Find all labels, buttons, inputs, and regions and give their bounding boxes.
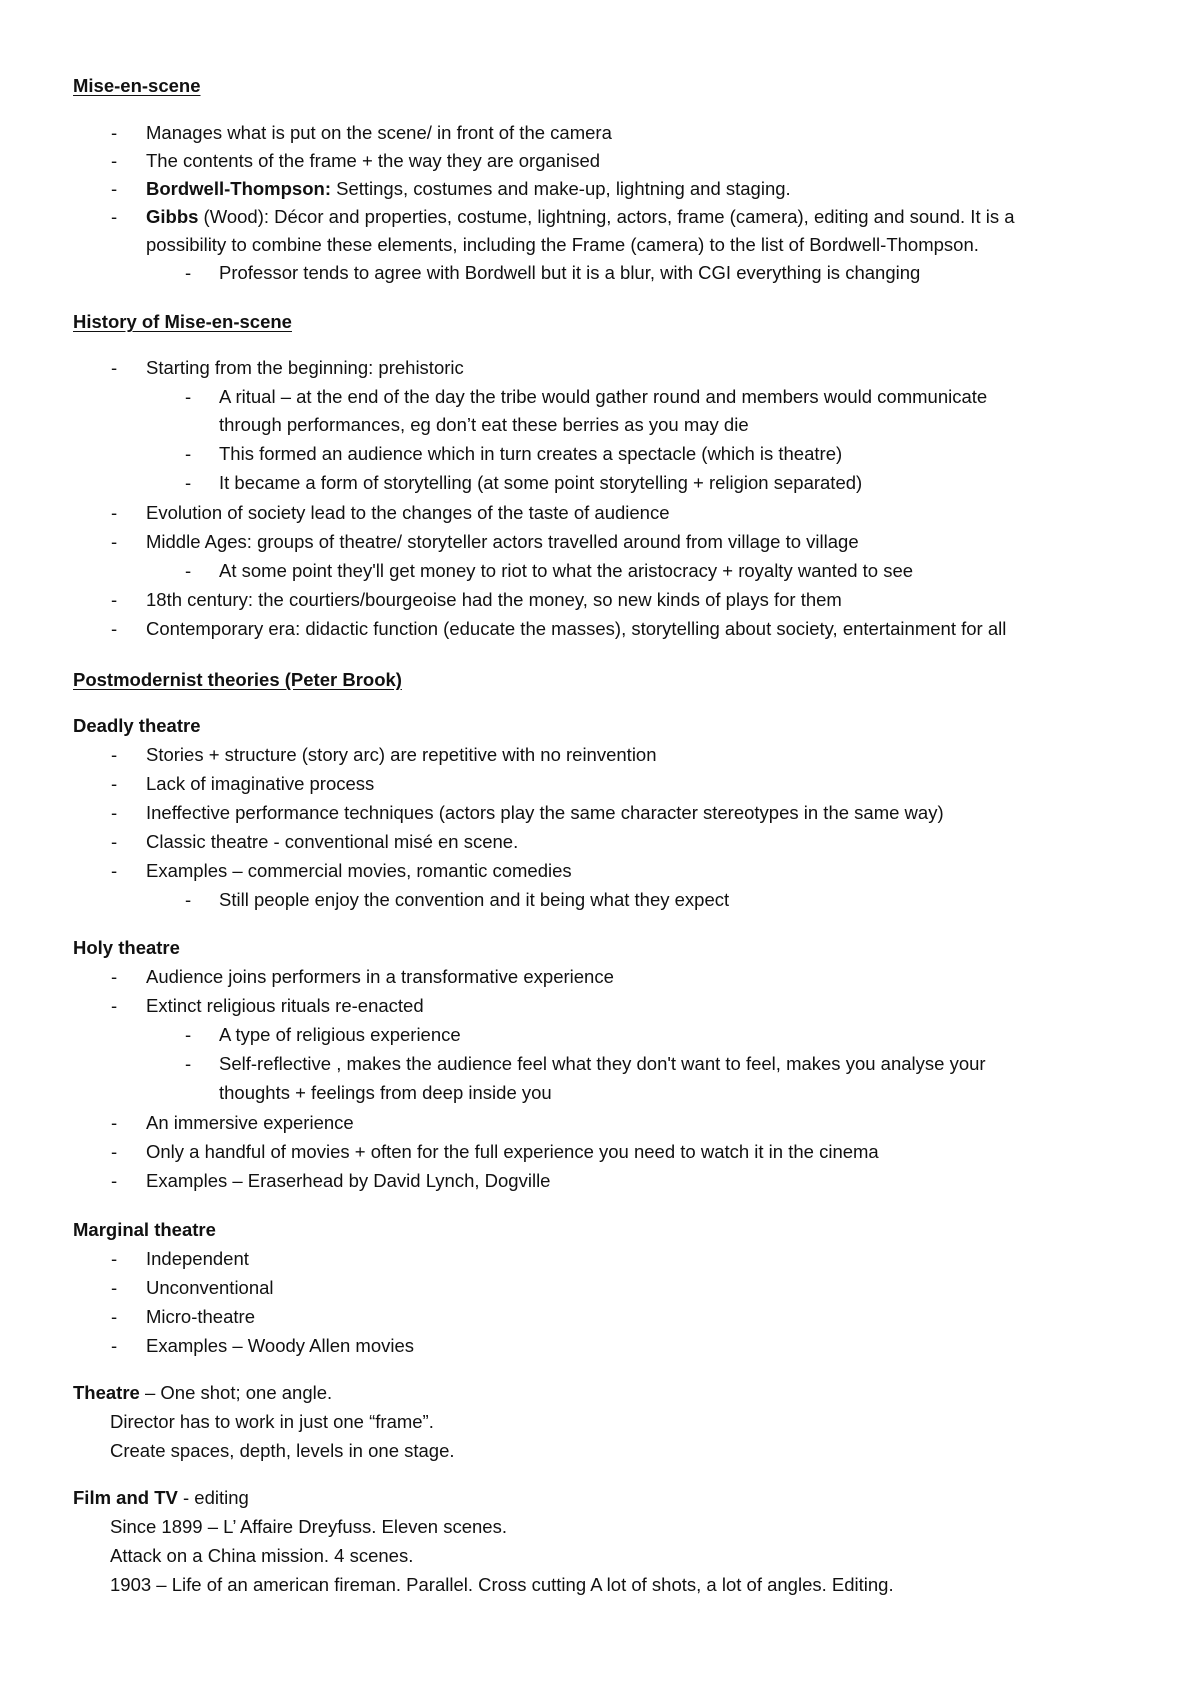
heading-history: History of Mise-en-scene: [73, 311, 292, 332]
bullet-dash: -: [111, 1306, 118, 1327]
list-item-text: A ritual – at the end of the day the tribe would gather round and members would communicate: [219, 386, 988, 407]
list-item-text: Manages what is put on the scene/ in front of the camera: [146, 122, 612, 143]
heading-theatre: Theatre: [73, 1382, 140, 1403]
bullet-dash: -: [111, 802, 118, 823]
bullet-dash: -: [185, 560, 192, 581]
bullet-dash: -: [111, 1112, 118, 1133]
bullet-dash: -: [111, 589, 118, 610]
bullet-dash: -: [111, 1277, 118, 1298]
list-item-text: possibility to combine these elements, including the Frame (camera) to the list of Bordwell-Thompson.: [146, 234, 979, 255]
heading-marginal-theatre: Marginal theatre: [73, 1219, 216, 1240]
bullet-dash: -: [111, 531, 118, 552]
theatre-subtitle: – One shot; one angle.: [139, 1382, 333, 1403]
bullet-dash: -: [111, 150, 118, 171]
bullet-dash: -: [185, 386, 192, 407]
list-item-text: Middle Ages: groups of theatre/ storyteller actors travelled around from village to village: [146, 531, 859, 552]
heading-film-and-tv: Film and TV: [73, 1487, 178, 1508]
list-item-text: thoughts + feelings from deep inside you: [219, 1082, 552, 1103]
list-item-text: Evolution of society lead to the changes of the taste of audience: [146, 502, 670, 523]
bullet-dash: -: [185, 472, 192, 493]
list-item-text: A type of religious experience: [219, 1024, 461, 1045]
list-item-text: Starting from the beginning: prehistoric: [146, 357, 464, 378]
list-item-text: Micro-theatre: [146, 1306, 255, 1327]
list-item-text: Ineffective performance techniques (actors play the same character stereotypes in the same way): [146, 802, 944, 823]
heading-postmodernist: Postmodernist theories (Peter Brook): [73, 669, 402, 690]
list-item-text: At some point they'll get money to riot to what the aristocracy + royalty wanted to see: [219, 560, 914, 581]
heading-mise-en-scene: Mise-en-scene: [73, 75, 201, 96]
term-description: Settings, costumes and make-up, lightning and staging.: [330, 178, 791, 199]
bullet-dash: -: [111, 618, 118, 639]
bullet-dash: -: [111, 357, 118, 378]
bullet-dash: -: [111, 1248, 118, 1269]
heading-deadly-theatre: Deadly theatre: [73, 715, 201, 736]
list-item-text: Self-reflective , makes the audience feel what they don't want to feel, makes you analyse your: [219, 1053, 986, 1074]
paragraph-line: Attack on a China mission. 4 scenes.: [110, 1545, 414, 1566]
heading-holy-theatre: Holy theatre: [73, 937, 180, 958]
bullet-dash: -: [111, 502, 118, 523]
list-item-text: Stories + structure (story arc) are repetitive with no reinvention: [146, 744, 657, 765]
list-item-text: Audience joins performers in a transformative experience: [146, 966, 614, 987]
list-item-text: [146, 205, 1015, 229]
list-item-text: Only a handful of movies + often for the full experience you need to watch it in the cinema: [146, 1141, 879, 1162]
bold-term: Gibbs: [146, 206, 199, 227]
list-item-text: Professor tends to agree with Bordwell but it is a blur, with CGI everything is changing: [219, 262, 921, 283]
list-item-text: The contents of the frame + the way they are organised: [146, 150, 601, 171]
list-item-text: Examples – commercial movies, romantic comedies: [146, 860, 572, 881]
list-item-text: Contemporary era: didactic function (educate the masses), storytelling about society, entertainment for all: [146, 618, 1007, 639]
bullet-dash: -: [111, 1170, 118, 1191]
bullet-dash: -: [111, 995, 118, 1016]
bullet-dash: -: [111, 831, 118, 852]
paragraph-line: Create spaces, depth, levels in one stage.: [110, 1440, 455, 1461]
list-item-text: This formed an audience which in turn creates a spectacle (which is theatre): [219, 443, 843, 464]
film-heading-line: [73, 1486, 1200, 1510]
bold-term: Bordwell-Thompson:: [146, 178, 331, 199]
bullet-dash: -: [111, 206, 118, 227]
bullet-dash: -: [185, 1053, 192, 1074]
theatre-heading-line: [73, 1381, 1200, 1405]
list-item-text: [146, 177, 791, 201]
bullet-dash: -: [185, 1024, 192, 1045]
list-item-text: through performances, eg don’t eat these berries as you may die: [219, 414, 749, 435]
term-description: (Wood): Décor and properties, costume, lightning, actors, frame (camera), editing and sound. It is a: [198, 206, 1015, 227]
bullet-dash: -: [111, 860, 118, 881]
list-item-text: Examples – Woody Allen movies: [146, 1335, 415, 1356]
bullet-dash: -: [185, 889, 192, 910]
list-item-text: An immersive experience: [146, 1112, 354, 1133]
paragraph-line: Director has to work in just one “frame”.: [110, 1411, 434, 1432]
bullet-dash: -: [185, 262, 192, 283]
bullet-dash: -: [111, 122, 118, 143]
bullet-dash: -: [111, 966, 118, 987]
list-item-text: Classic theatre - conventional misé en scene.: [146, 831, 519, 852]
list-item-text: Extinct religious rituals re-enacted: [146, 995, 424, 1016]
list-item-text: It became a form of storytelling (at some point storytelling + religion separated): [219, 472, 863, 493]
bullet-dash: -: [185, 443, 192, 464]
bullet-dash: -: [111, 1335, 118, 1356]
list-item-text: Independent: [146, 1248, 249, 1269]
list-item-text: Examples – Eraserhead by David Lynch, Dogville: [146, 1170, 551, 1191]
list-item-text: Lack of imaginative process: [146, 773, 375, 794]
bullet-dash: -: [111, 744, 118, 765]
list-item-text: 18th century: the courtiers/bourgeoise had the money, so new kinds of plays for them: [146, 589, 842, 610]
bullet-dash: -: [111, 1141, 118, 1162]
bullet-dash: -: [111, 773, 118, 794]
list-item-text: Unconventional: [146, 1277, 274, 1298]
paragraph-line: Since 1899 – L’ Affaire Dreyfuss. Eleven scenes.: [110, 1516, 507, 1537]
bullet-dash: -: [111, 178, 118, 199]
list-item-text: Still people enjoy the convention and it being what they expect: [219, 889, 730, 910]
paragraph-line: 1903 – Life of an american fireman. Parallel. Cross cutting A lot of shots, a lot of angles. Editing.: [110, 1574, 894, 1595]
film-subtitle: - editing: [177, 1487, 249, 1508]
